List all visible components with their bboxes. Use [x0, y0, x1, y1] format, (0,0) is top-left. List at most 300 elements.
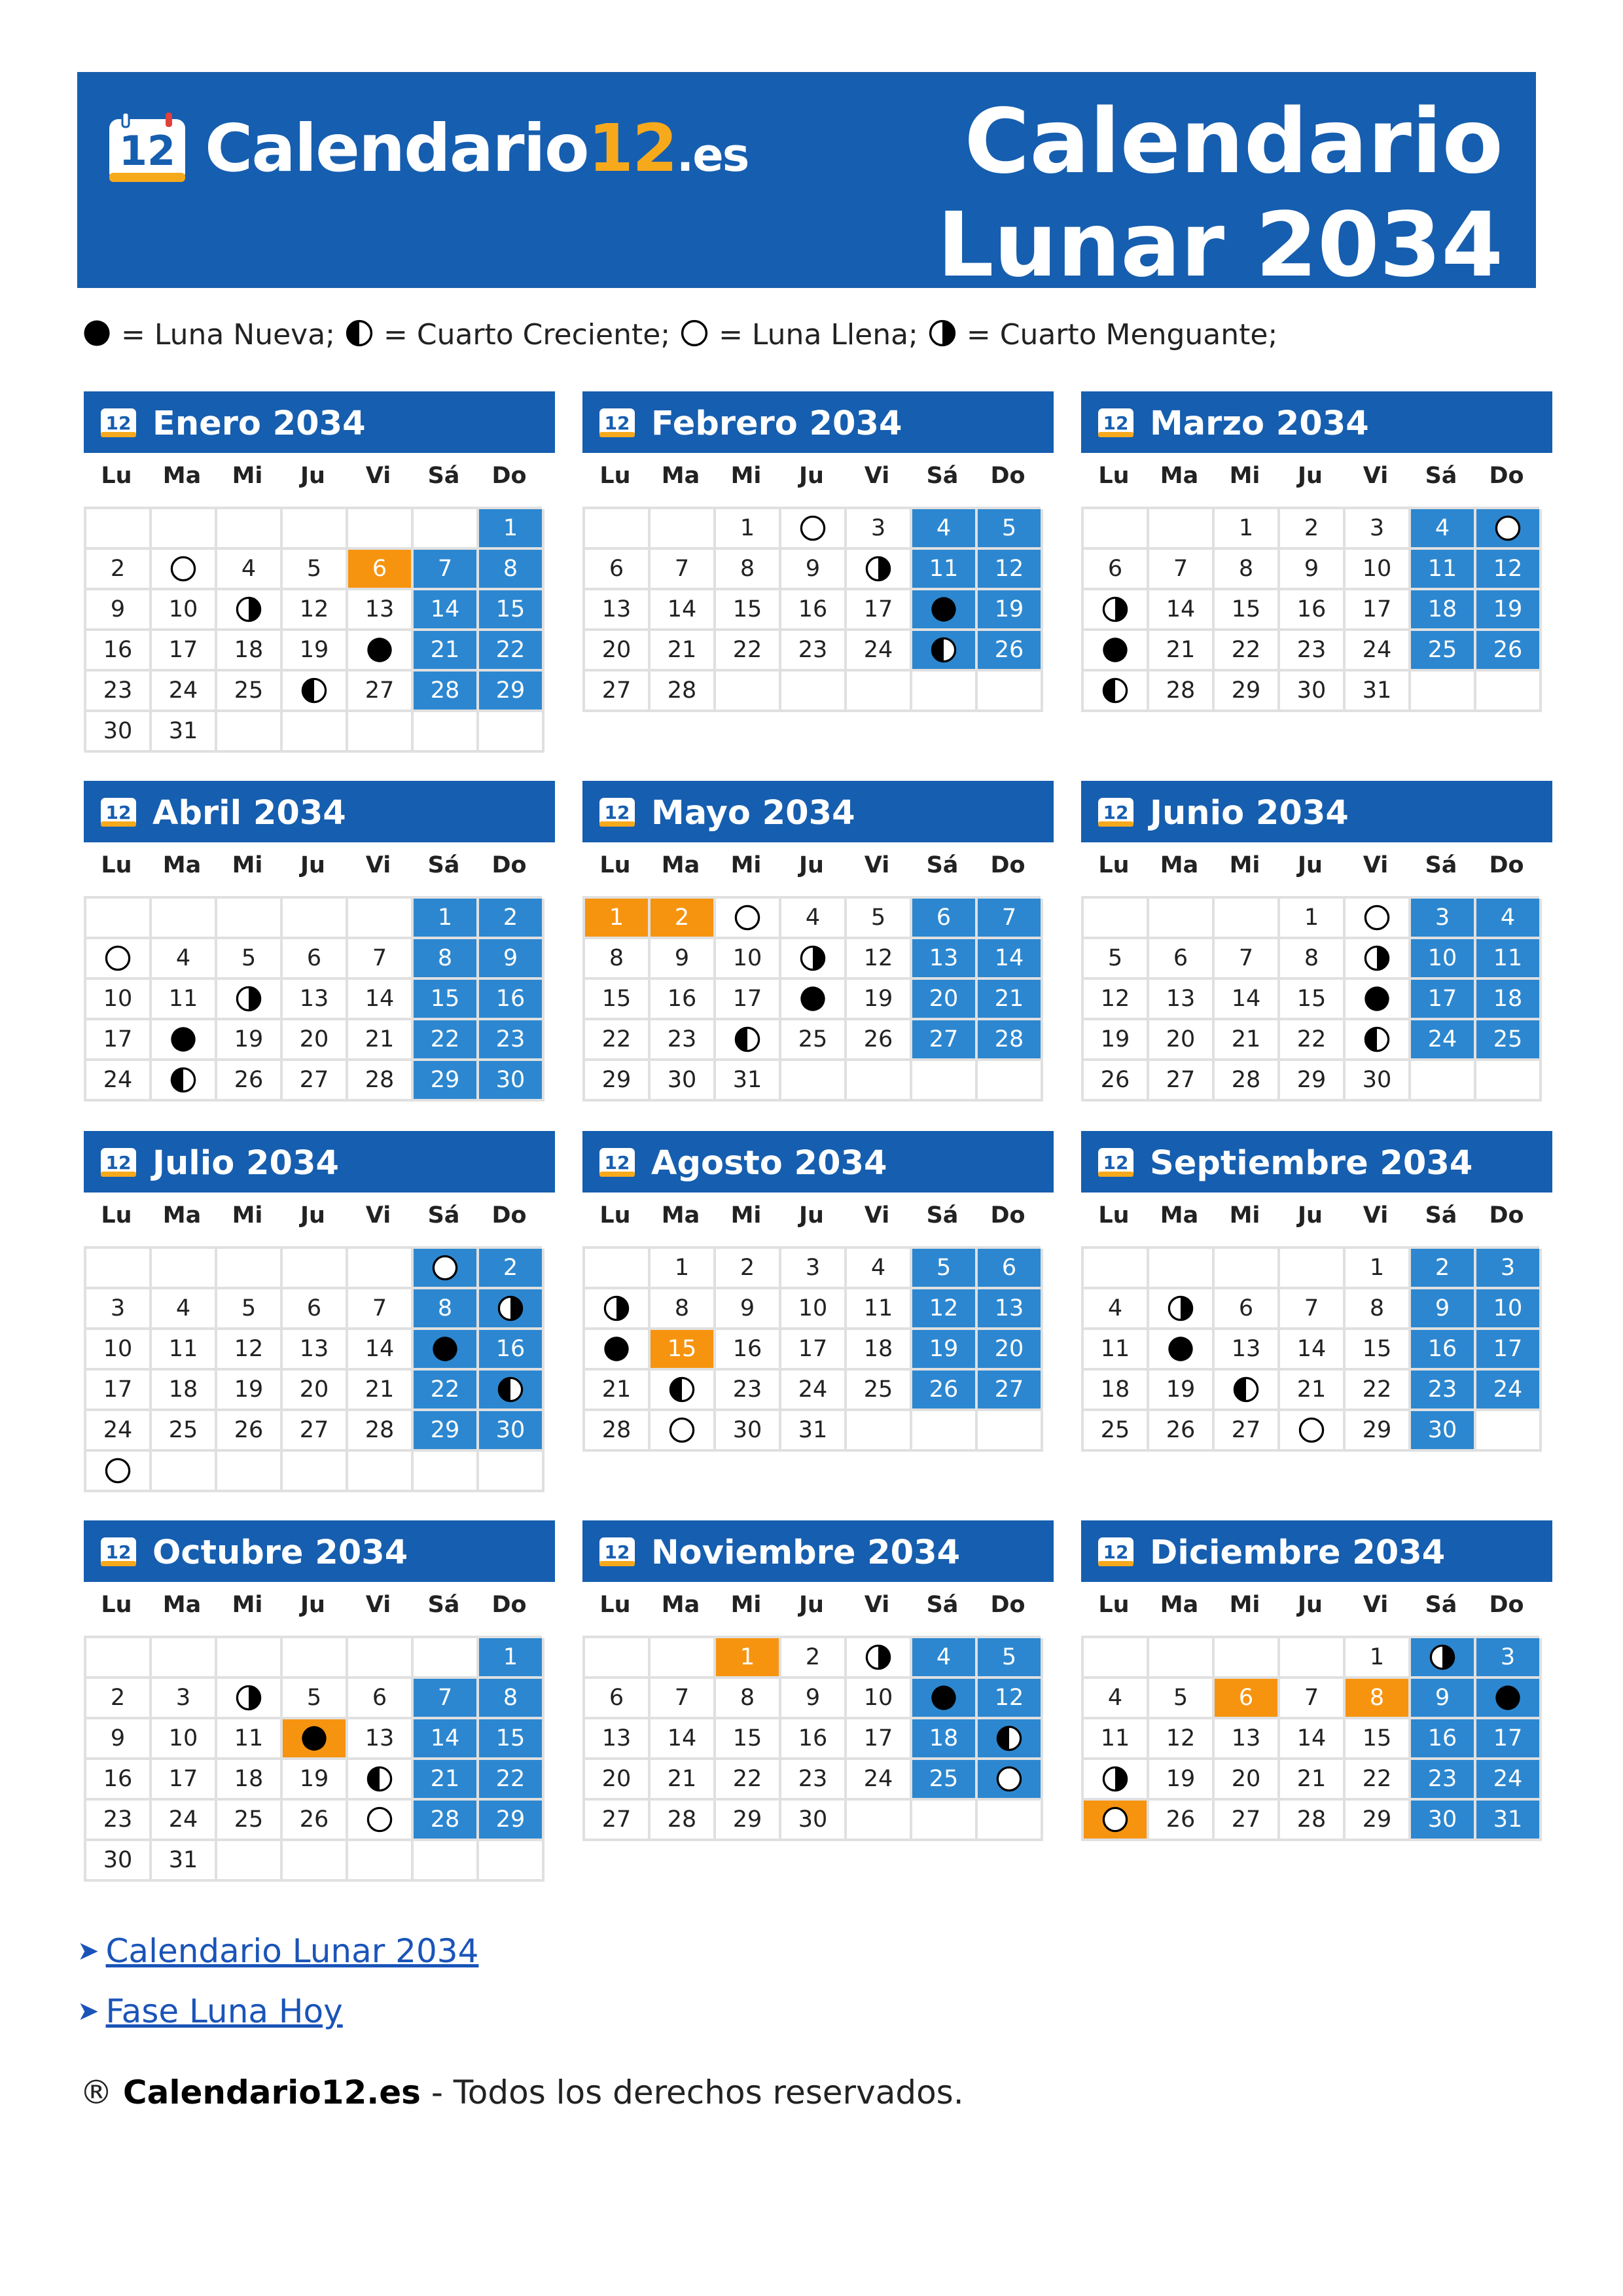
weekday-label: Mi	[1229, 1202, 1260, 1229]
day-cell: 9	[1411, 1289, 1476, 1330]
day-cell: 26	[217, 1411, 283, 1452]
weekday-label: Lu	[1098, 463, 1130, 489]
last-quarter-icon	[864, 554, 893, 583]
day-cell: 15	[716, 1719, 781, 1760]
day-cell: 25	[152, 1411, 217, 1452]
day-cell: 22	[414, 1371, 479, 1411]
weekday-label: Sá	[427, 1592, 460, 1618]
empty-cell	[348, 899, 414, 939]
svg-text:12: 12	[1103, 1152, 1129, 1174]
empty-cell	[217, 509, 283, 550]
weekday-label: Sá	[427, 1202, 460, 1229]
month-header	[582, 781, 1054, 842]
day-cell: 19	[978, 590, 1043, 631]
brand-name: Calendario12.es	[205, 110, 749, 187]
last-quarter-icon	[927, 318, 957, 348]
month-calendar	[1081, 1520, 1552, 1841]
day-cell: 11	[1476, 939, 1542, 980]
day-cell	[1411, 1638, 1476, 1679]
day-cell: 2	[479, 1249, 544, 1289]
empty-cell	[1411, 1061, 1476, 1102]
day-cell: 28	[1215, 1061, 1280, 1102]
day-cell: 26	[217, 1061, 283, 1102]
day-cell: 30	[86, 712, 152, 753]
empty-cell	[283, 1841, 348, 1882]
day-cell: 20	[1215, 1760, 1280, 1801]
weekday-label: Mi	[232, 1202, 263, 1229]
day-cell: 12	[978, 1679, 1043, 1719]
day-cell: 11	[1084, 1719, 1149, 1760]
arrow-icon: ➤	[77, 1936, 99, 1966]
day-cell: 5	[1149, 1679, 1215, 1719]
day-cell: 21	[651, 631, 716, 672]
day-cell: 2	[86, 550, 152, 590]
day-cell: 2	[716, 1249, 781, 1289]
svg-text:12: 12	[118, 127, 176, 175]
day-cell: 8	[1346, 1679, 1411, 1719]
month-calendar	[582, 781, 1054, 1102]
first-quarter-icon	[1101, 676, 1130, 705]
month-header	[1081, 1131, 1552, 1193]
weekday-label: Mi	[1229, 1592, 1260, 1618]
first-quarter-icon	[995, 1724, 1024, 1753]
empty-cell	[348, 712, 414, 753]
svg-text:12: 12	[604, 1152, 630, 1174]
weekday-header	[84, 842, 555, 888]
day-cell: 1	[716, 509, 781, 550]
day-cell: 8	[585, 939, 651, 980]
weekday-label: Do	[491, 852, 527, 878]
day-cell: 4	[1084, 1289, 1149, 1330]
day-cell: 13	[348, 590, 414, 631]
empty-cell	[283, 1249, 348, 1289]
weekday-label: Vi	[864, 463, 890, 489]
weekday-label: Do	[491, 463, 527, 489]
day-cell	[781, 509, 847, 550]
day-cell: 27	[1215, 1801, 1280, 1841]
full-moon-icon	[103, 1456, 132, 1485]
day-cell: 23	[781, 631, 847, 672]
new-moon-icon	[431, 1335, 459, 1363]
day-cell: 17	[152, 631, 217, 672]
day-cell: 1	[585, 899, 651, 939]
new-moon-icon	[798, 984, 827, 1013]
day-cell: 29	[414, 1411, 479, 1452]
empty-cell	[414, 1452, 479, 1492]
full-moon-icon	[431, 1253, 459, 1282]
weekday-label: Ma	[1160, 852, 1199, 878]
day-cell: 10	[1346, 550, 1411, 590]
day-cell: 1	[1346, 1249, 1411, 1289]
empty-cell	[1084, 509, 1149, 550]
weekday-label: Do	[491, 1202, 527, 1229]
day-cell: 13	[585, 1719, 651, 1760]
weekday-label: Ma	[162, 1592, 202, 1618]
day-cell: 18	[217, 631, 283, 672]
day-cell: 2	[651, 899, 716, 939]
weekday-label: Lu	[1098, 852, 1130, 878]
empty-cell	[978, 1801, 1043, 1841]
day-cell: 15	[479, 590, 544, 631]
day-cell: 11	[847, 1289, 912, 1330]
day-cell: 27	[585, 672, 651, 712]
day-grid	[84, 1246, 542, 1492]
day-cell: 14	[978, 939, 1043, 980]
weekday-label: Sá	[427, 463, 460, 489]
day-cell: 29	[1346, 1411, 1411, 1452]
day-cell: 14	[651, 1719, 716, 1760]
month-title: Noviembre 2034	[651, 1534, 961, 1572]
day-cell: 4	[847, 1249, 912, 1289]
day-cell	[847, 1638, 912, 1679]
day-cell: 7	[414, 550, 479, 590]
day-cell: 29	[1215, 672, 1280, 712]
empty-cell	[912, 672, 978, 712]
weekday-label: Do	[1489, 1592, 1524, 1618]
day-cell: 18	[1084, 1371, 1149, 1411]
month-calendar	[1081, 391, 1552, 712]
legend-label: = Luna Nueva;	[112, 318, 344, 351]
weekday-label: Lu	[101, 463, 132, 489]
empty-cell	[1084, 1638, 1149, 1679]
day-cell: 6	[283, 939, 348, 980]
empty-cell	[348, 1249, 414, 1289]
day-cell: 19	[1149, 1371, 1215, 1411]
weekday-label: Mi	[730, 852, 762, 878]
weekday-label: Lu	[101, 1592, 132, 1618]
month-header	[582, 1131, 1054, 1193]
day-cell	[86, 939, 152, 980]
day-cell: 18	[152, 1371, 217, 1411]
empty-cell	[847, 1411, 912, 1452]
last-quarter-icon	[234, 984, 263, 1013]
day-cell	[781, 939, 847, 980]
day-cell: 13	[283, 1330, 348, 1371]
empty-cell	[217, 1638, 283, 1679]
day-cell: 29	[414, 1061, 479, 1102]
day-cell: 10	[86, 1330, 152, 1371]
day-cell: 21	[348, 1020, 414, 1061]
day-cell: 5	[978, 1638, 1043, 1679]
empty-cell	[86, 1638, 152, 1679]
last-quarter-icon	[234, 595, 263, 624]
full-moon-icon	[103, 944, 132, 973]
new-moon-icon	[929, 1683, 958, 1712]
day-cell: 27	[912, 1020, 978, 1061]
day-cell: 14	[348, 1330, 414, 1371]
day-cell: 7	[978, 899, 1043, 939]
day-cell: 8	[716, 1679, 781, 1719]
day-cell: 3	[1476, 1249, 1542, 1289]
empty-cell	[152, 509, 217, 550]
day-cell: 21	[1280, 1371, 1346, 1411]
day-cell: 30	[781, 1801, 847, 1841]
weekday-label: Vi	[1363, 1202, 1389, 1229]
empty-cell	[912, 1801, 978, 1841]
day-cell: 4	[152, 939, 217, 980]
weekday-label: Vi	[365, 852, 391, 878]
empty-cell	[414, 509, 479, 550]
svg-text:12: 12	[105, 412, 132, 434]
day-cell: 24	[152, 672, 217, 712]
day-cell: 24	[1346, 631, 1411, 672]
day-cell: 30	[1411, 1801, 1476, 1841]
last-quarter-icon	[1428, 1643, 1457, 1672]
day-cell: 6	[585, 550, 651, 590]
day-cell: 28	[414, 672, 479, 712]
day-cell: 4	[781, 899, 847, 939]
legend-label: = Luna Llena;	[709, 318, 927, 351]
day-cell: 20	[978, 1330, 1043, 1371]
day-cell: 4	[1411, 509, 1476, 550]
empty-cell	[1215, 1638, 1280, 1679]
day-cell: 19	[1084, 1020, 1149, 1061]
day-cell: 26	[912, 1371, 978, 1411]
day-cell: 10	[781, 1289, 847, 1330]
day-cell: 31	[152, 1841, 217, 1882]
day-cell	[716, 899, 781, 939]
day-cell: 25	[217, 1801, 283, 1841]
empty-cell	[1149, 509, 1215, 550]
month-header	[1081, 781, 1552, 842]
day-cell	[1084, 1801, 1149, 1841]
day-cell	[1149, 1330, 1215, 1371]
weekday-label: Do	[1489, 852, 1524, 878]
weekday-label: Vi	[365, 463, 391, 489]
day-cell	[1346, 939, 1411, 980]
day-cell	[479, 1289, 544, 1330]
day-cell: 27	[283, 1061, 348, 1102]
month-title: Junio 2034	[1150, 794, 1349, 833]
month-calendar	[84, 391, 555, 753]
weekday-label: Sá	[1425, 463, 1457, 489]
day-cell: 26	[1149, 1801, 1215, 1841]
day-cell: 25	[217, 672, 283, 712]
new-moon-icon	[602, 1335, 631, 1363]
day-cell: 6	[1215, 1679, 1280, 1719]
day-cell: 7	[348, 1289, 414, 1330]
weekday-label: Mi	[1229, 852, 1260, 878]
empty-cell	[1411, 672, 1476, 712]
day-cell: 27	[978, 1371, 1043, 1411]
day-cell: 27	[1215, 1411, 1280, 1452]
day-cell	[1280, 1411, 1346, 1452]
day-cell: 21	[1215, 1020, 1280, 1061]
day-cell: 19	[283, 631, 348, 672]
day-cell	[585, 1289, 651, 1330]
day-cell: 28	[651, 1801, 716, 1841]
link-fase-luna-hoy[interactable]: ➤ Fase Luna Hoy	[77, 1992, 343, 2030]
day-cell: 5	[217, 1289, 283, 1330]
day-cell: 16	[781, 1719, 847, 1760]
weekday-label: Ju	[300, 1592, 325, 1618]
empty-cell	[912, 1411, 978, 1452]
calendar-icon	[99, 1144, 137, 1178]
day-cell: 3	[86, 1289, 152, 1330]
day-cell	[348, 631, 414, 672]
empty-cell	[912, 1061, 978, 1102]
day-cell: 15	[479, 1719, 544, 1760]
full-moon-icon	[668, 1416, 696, 1444]
first-quarter-icon	[1363, 1025, 1391, 1054]
first-quarter-icon	[169, 1066, 198, 1094]
calendar-icon	[1097, 794, 1135, 828]
calendar-icon	[598, 1534, 636, 1568]
svg-text:12: 12	[604, 802, 630, 823]
day-cell: 7	[651, 1679, 716, 1719]
day-cell: 29	[479, 672, 544, 712]
day-cell	[152, 1020, 217, 1061]
weekday-label: Ma	[661, 852, 700, 878]
svg-text:12: 12	[105, 1152, 132, 1174]
day-cell	[348, 1760, 414, 1801]
day-cell: 22	[1346, 1760, 1411, 1801]
svg-text:12: 12	[604, 412, 630, 434]
weekday-label: Ma	[162, 463, 202, 489]
day-cell: 14	[1215, 980, 1280, 1020]
day-cell: 3	[1411, 899, 1476, 939]
calendar-icon	[99, 1534, 137, 1568]
month-calendar	[1081, 781, 1552, 1102]
day-cell: 20	[912, 980, 978, 1020]
weekday-label: Sá	[926, 852, 959, 878]
day-cell: 9	[651, 939, 716, 980]
day-cell	[912, 631, 978, 672]
day-cell: 30	[479, 1061, 544, 1102]
empty-cell	[978, 672, 1043, 712]
day-cell: 28	[1280, 1801, 1346, 1841]
day-cell: 3	[1346, 509, 1411, 550]
empty-cell	[1215, 1249, 1280, 1289]
day-cell: 1	[1215, 509, 1280, 550]
month-title: Julio 2034	[152, 1144, 339, 1183]
day-cell: 31	[1476, 1801, 1542, 1841]
weekday-header	[582, 1582, 1054, 1628]
weekday-label: Vi	[1363, 1592, 1389, 1618]
day-cell: 15	[1346, 1330, 1411, 1371]
day-cell: 30	[479, 1411, 544, 1452]
empty-cell	[1280, 1638, 1346, 1679]
day-cell: 16	[1411, 1330, 1476, 1371]
day-cell: 5	[217, 939, 283, 980]
weekday-header	[1081, 1582, 1552, 1628]
day-cell: 28	[651, 672, 716, 712]
day-cell: 4	[1476, 899, 1542, 939]
empty-cell	[651, 509, 716, 550]
weekday-label: Sá	[926, 463, 959, 489]
day-cell	[1346, 980, 1411, 1020]
day-cell	[1084, 631, 1149, 672]
day-grid	[582, 507, 1041, 712]
last-quarter-icon	[496, 1294, 525, 1323]
page-title: Calendario Lunar 2034	[936, 90, 1503, 297]
calendar-icon	[99, 404, 137, 439]
day-cell: 29	[716, 1801, 781, 1841]
weekday-label: Ju	[300, 1202, 325, 1229]
day-cell: 1	[1346, 1638, 1411, 1679]
weekday-label: Sá	[1425, 1202, 1457, 1229]
day-cell: 11	[1411, 550, 1476, 590]
day-cell: 28	[348, 1411, 414, 1452]
weekday-label: Lu	[101, 1202, 132, 1229]
day-cell: 28	[978, 1020, 1043, 1061]
day-cell: 13	[348, 1719, 414, 1760]
day-cell: 21	[585, 1371, 651, 1411]
link-list	[77, 1931, 478, 2051]
day-cell: 14	[1149, 590, 1215, 631]
day-cell: 28	[414, 1801, 479, 1841]
day-cell	[217, 1679, 283, 1719]
weekday-header	[1081, 1193, 1552, 1238]
weekday-label: Ju	[1298, 852, 1323, 878]
day-cell: 7	[1280, 1679, 1346, 1719]
day-cell: 22	[414, 1020, 479, 1061]
last-quarter-icon	[798, 944, 827, 973]
day-cell: 21	[414, 1760, 479, 1801]
month-calendar	[84, 781, 555, 1102]
day-cell: 24	[86, 1061, 152, 1102]
day-cell: 5	[847, 899, 912, 939]
weekday-label: Lu	[599, 852, 631, 878]
weekday-label: Do	[1489, 463, 1524, 489]
day-cell: 5	[283, 550, 348, 590]
day-cell: 11	[152, 1330, 217, 1371]
day-cell: 11	[1084, 1330, 1149, 1371]
month-title: Octubre 2034	[152, 1534, 408, 1572]
empty-cell	[1215, 899, 1280, 939]
day-cell	[1476, 1679, 1542, 1719]
last-quarter-icon	[1166, 1294, 1195, 1323]
day-cell: 21	[651, 1760, 716, 1801]
empty-cell	[283, 712, 348, 753]
day-cell: 14	[651, 590, 716, 631]
day-cell: 26	[1476, 631, 1542, 672]
weekday-label: Lu	[101, 852, 132, 878]
day-cell: 25	[912, 1760, 978, 1801]
day-cell: 26	[283, 1801, 348, 1841]
empty-cell	[1084, 899, 1149, 939]
day-cell: 1	[1280, 899, 1346, 939]
weekday-header	[84, 453, 555, 499]
day-cell: 31	[152, 712, 217, 753]
weekday-label: Ju	[1298, 1592, 1323, 1618]
svg-text:12: 12	[1103, 802, 1129, 823]
day-cell	[912, 590, 978, 631]
day-cell: 28	[1149, 672, 1215, 712]
empty-cell	[781, 672, 847, 712]
day-cell: 3	[781, 1249, 847, 1289]
empty-cell	[585, 509, 651, 550]
day-cell: 16	[86, 1760, 152, 1801]
new-moon-icon	[1363, 984, 1391, 1013]
weekday-label: Vi	[365, 1592, 391, 1618]
day-cell: 10	[86, 980, 152, 1020]
day-cell: 16	[651, 980, 716, 1020]
day-cell	[1346, 899, 1411, 939]
day-cell: 7	[1280, 1289, 1346, 1330]
month-calendar	[582, 1131, 1054, 1452]
day-cell: 8	[479, 550, 544, 590]
day-cell: 14	[1280, 1719, 1346, 1760]
day-cell: 13	[1215, 1719, 1280, 1760]
day-cell: 27	[283, 1411, 348, 1452]
link-calendario-lunar[interactable]: ➤ Calendario Lunar 2034	[77, 1932, 479, 1970]
day-cell: 1	[414, 899, 479, 939]
weekday-header	[1081, 842, 1552, 888]
day-cell: 5	[283, 1679, 348, 1719]
day-cell: 2	[479, 899, 544, 939]
weekday-label: Lu	[599, 1592, 631, 1618]
